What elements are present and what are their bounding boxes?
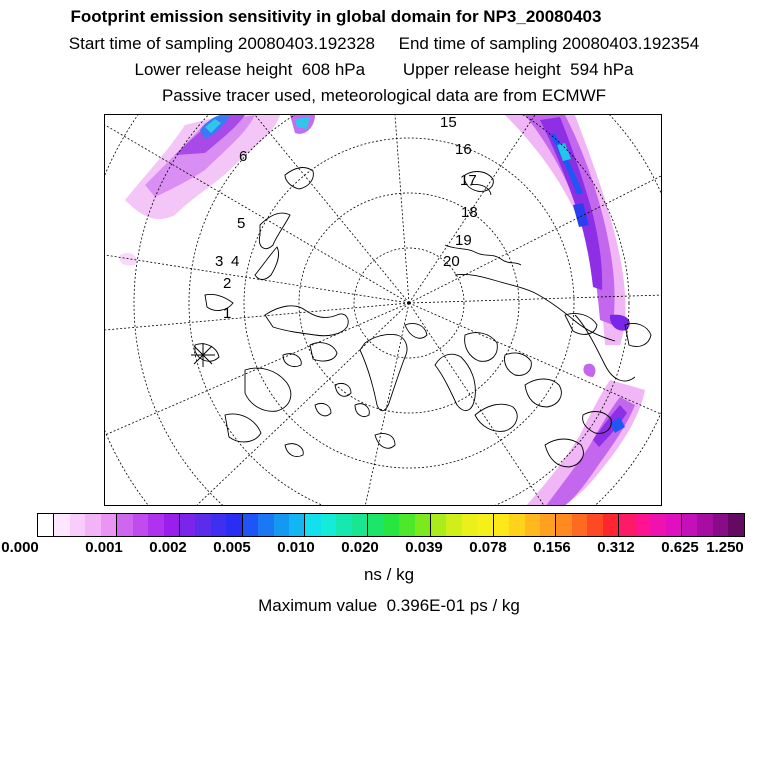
color-scale-segment bbox=[70, 514, 85, 536]
color-scale-tick-label: 0.039 bbox=[405, 539, 443, 556]
color-scale-segment bbox=[713, 514, 728, 536]
color-scale-segment bbox=[274, 514, 289, 536]
color-scale-tick-label: 0.020 bbox=[341, 539, 379, 556]
color-scale-segment bbox=[555, 514, 571, 536]
color-scale-segment bbox=[399, 514, 414, 536]
day-label-2: 2 bbox=[223, 275, 232, 292]
color-scale-segment bbox=[697, 514, 712, 536]
color-scale-tick-label: 0.078 bbox=[469, 539, 507, 556]
plume-region-northwest bbox=[119, 115, 315, 266]
color-scale-segment bbox=[53, 514, 69, 536]
color-scale-segment bbox=[493, 514, 509, 536]
day-label-16: 16 bbox=[455, 141, 472, 158]
color-scale-tick-label: 0.001 bbox=[85, 539, 123, 556]
day-label-17: 17 bbox=[460, 172, 477, 189]
map-panel bbox=[104, 114, 662, 506]
color-scale-segment bbox=[635, 514, 650, 536]
color-scale-units: ns / kg bbox=[363, 565, 415, 584]
color-scale-segment bbox=[603, 514, 618, 536]
day-label-4: 4 bbox=[231, 253, 240, 270]
color-scale-segment bbox=[477, 514, 492, 536]
color-scale-segment bbox=[289, 514, 304, 536]
color-scale-segment bbox=[101, 514, 116, 536]
polar-map bbox=[105, 115, 662, 506]
day-label-1: 1 bbox=[223, 305, 232, 322]
color-scale-tick-label: 1.250 bbox=[706, 539, 744, 556]
color-scale-segment bbox=[525, 514, 540, 536]
color-scale-tick-label: 0.000 bbox=[1, 539, 39, 556]
day-label-5: 5 bbox=[237, 215, 246, 232]
color-scale-segment bbox=[681, 514, 697, 536]
day-label-19: 19 bbox=[455, 232, 472, 249]
release-height-line: Lower release height 608 hPa Upper release height 594 hPa bbox=[134, 60, 634, 79]
color-scale-segment bbox=[572, 514, 587, 536]
color-scale-tick-label: 0.156 bbox=[533, 539, 571, 556]
color-scale-segment bbox=[446, 514, 461, 536]
emission-sensitivity-field bbox=[119, 115, 645, 506]
color-scale-tick-label: 0.010 bbox=[277, 539, 315, 556]
asterisk-icon bbox=[191, 343, 215, 367]
color-scale-segment bbox=[618, 514, 634, 536]
day-label-3: 3 bbox=[215, 253, 224, 270]
color-scale-segment bbox=[211, 514, 226, 536]
color-scale-segment bbox=[540, 514, 555, 536]
color-scale-tick-label: 0.002 bbox=[149, 539, 187, 556]
color-scale-segment bbox=[321, 514, 336, 536]
day-label-6: 6 bbox=[239, 148, 248, 165]
color-scale-segment bbox=[462, 514, 477, 536]
color-scale-segment bbox=[148, 514, 163, 536]
color-scale-segment bbox=[179, 514, 195, 536]
color-scale-segment bbox=[85, 514, 100, 536]
color-scale-segment bbox=[195, 514, 210, 536]
color-scale-segment bbox=[116, 514, 132, 536]
color-scale-segment bbox=[38, 514, 53, 536]
sampling-time-line: Start time of sampling 20080403.192328 End time of sampling 20080403.192354 bbox=[68, 34, 700, 53]
color-scale-tick-label: 0.625 bbox=[661, 539, 699, 556]
color-scale-segment bbox=[226, 514, 241, 536]
color-scale-segment bbox=[336, 514, 351, 536]
color-scale-segment bbox=[384, 514, 399, 536]
color-scale-segment bbox=[367, 514, 383, 536]
maximum-value-text: Maximum value 0.396E-01 ps / kg bbox=[258, 596, 520, 615]
color-scale-bar bbox=[37, 513, 745, 537]
color-scale-segment bbox=[133, 514, 148, 536]
day-label-18: 18 bbox=[461, 204, 478, 221]
plume-region-east bbox=[505, 115, 630, 345]
tracer-info-line: Passive tracer used, meteorological data are from ECMWF bbox=[161, 86, 607, 105]
color-scale-segment bbox=[258, 514, 273, 536]
color-scale-segment bbox=[728, 514, 743, 536]
color-scale-tick-label: 0.312 bbox=[597, 539, 635, 556]
day-label-20: 20 bbox=[443, 253, 460, 270]
color-scale-segment bbox=[666, 514, 681, 536]
color-scale-segment bbox=[304, 514, 320, 536]
color-scale-segment bbox=[164, 514, 179, 536]
color-scale-segment bbox=[352, 514, 367, 536]
day-label-15: 15 bbox=[440, 115, 457, 131]
color-scale-segment bbox=[415, 514, 430, 536]
color-scale-segment bbox=[650, 514, 665, 536]
color-scale-segment bbox=[509, 514, 524, 536]
color-scale-tick-label: 0.005 bbox=[213, 539, 251, 556]
color-scale-segment bbox=[587, 514, 602, 536]
color-scale-segment bbox=[242, 514, 258, 536]
color-scale-segment bbox=[430, 514, 446, 536]
figure-title: Footprint emission sensitivity in global domain for NP3_20080403 bbox=[70, 7, 602, 26]
